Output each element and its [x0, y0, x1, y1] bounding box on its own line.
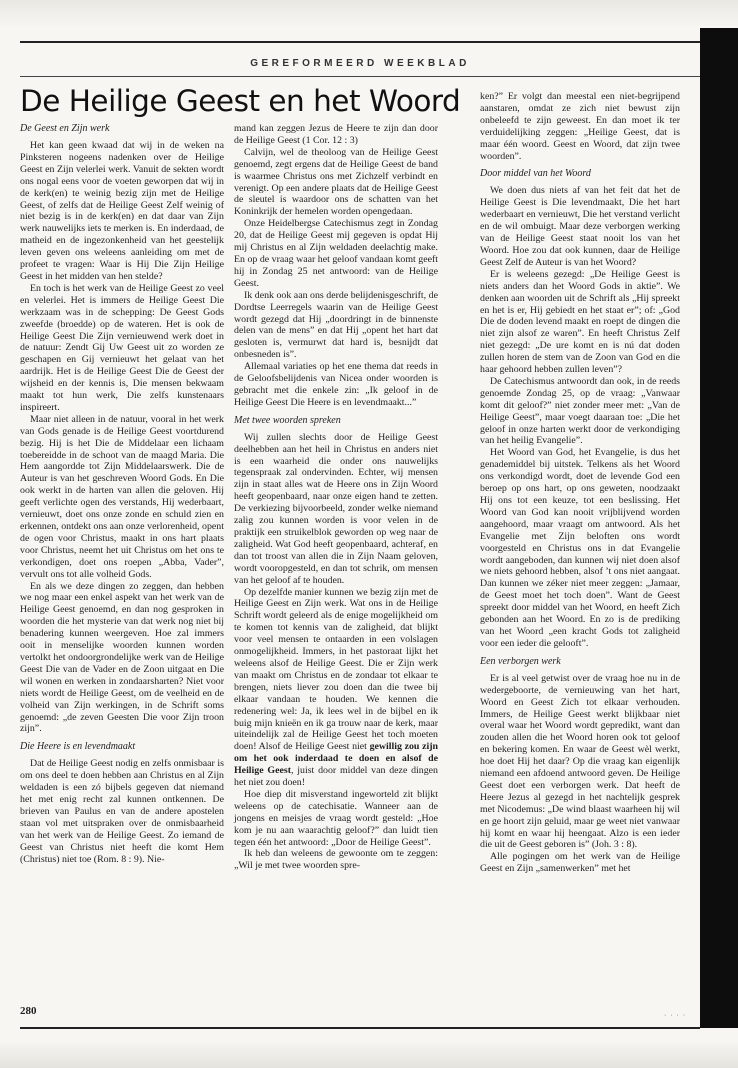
- subheading: De Geest en Zijn werk: [20, 123, 110, 134]
- paragraph: Onze Heidelbergse Catechismus zegt in Zondag 20, dat de Heilige Geest mij gegeven is opdat Hij mij Christus en al Zijn weldaden deelachtig make. En op de vraag waar het geloof vandaan komt geeft hij in Zondag 25 net antwoord: van de Heilige Geest.: [234, 218, 438, 289]
- paragraph: En als we deze dingen zo zeggen, dan hebben we nog maar een enkel aspekt van het werk van de Heilige Geest genoemd, en dan nog gesproken in woorden die het mysterie van dat werk nog niet bij benadering kunnen weergeven. Hoe zal immers ooit in menselijke woorden kunnen worden vertolkt het ondoorgrondelijke werk van de Heilige Geest Die van de Vader en de Zoon uitgaat en Die wil wonen en werken in zondaarsharten? Niet voor niets wordt de Heilige Geest, om de veelheid en de volheid van Zijn werkingen, in de Schrift soms genoemd: „de zeven Geesten Die voor Zijn troon zijn”.: [20, 580, 224, 735]
- paragraph: Ik heb dan weleens de gewoonte om te zeggen: „Wil je met twee woorden spre-: [234, 848, 438, 872]
- subheading: Een verborgen werk: [480, 655, 561, 667]
- paragraph: We doen dus niets af van het feit dat het de Heilige Geest is Die levendmaakt, Die het hart wederbaart en vernieuwt, Die het verstand verlicht en de wil ombuigt. Maar deze verborgen werking van de Heilige Geest staat nooit los van het Woord. Hoe zou dat ook kunnen, daar de Heilige Geest Zelf de Auteur is van het Woord?: [480, 185, 680, 268]
- paragraph: Calvijn, wel de theoloog van de Heilige Geest genoemd, zegt ergens dat de Heilige Geest de band is waarmee Christus ons met Zichzelf verbindt en verenigt. Op een andere plaats dat de Heilige Geest de sleutel is waardoor ons de schatten van het Koninkrijk der hemelen worden opengedaan.: [234, 146, 438, 218]
- paragraph: Maar niet alleen in de natuur, vooral in het werk van Gods genade is de Heilige Geest voortdurend bezig. Hij is het Die de Middelaar een lichaam toebereidde in de schoot van de maagd Maria. Die Hem aangordde tot Zijn Middelaarswerk. Die de Auteur is van het geschreven Woord Gods. En Die ook werkt in de harten van allen die geloven. Hij geeft verlichte ogen des verstands, Hij wederbaart, vernieuwt, doet ons onze zonde en schuld zien en erkennen, ontdekt ons aan onze verlorenheid, opent de ogen voor Christus, maakt in ons hart plaats voor Christus, neemt het uit Christus om het ons te verkondigen, doet ons roepen „Abba, Vader”, vervult ons tot alle volheid Gods.: [20, 413, 224, 580]
- column-1: [20, 123, 224, 865]
- paragraph: Het kan geen kwaad dat wij in de weken na Pinksteren nogeens nadenken over de Heilige Geest en Zijn velerlei werk. Vanuit de sekten wordt ons nogal eens voor de voeten geworpen dat wij in de kerk(en) te weinig bezig zijn met de Heilige Geest, of zelfs dat de Heilige Geest Zelf weinig of niet bezig is in de kerk(en) en dat daar van Zijn werk nauwelijks iets te merken is. En inderdaad, de matheid en de ingezonkenheid van het geestelijk leven geven ons weleens aanleiding om met de profeet te vragen: Waar is Hij Die Zijn Heilige Geest in het midden van hen stelde?: [20, 140, 224, 282]
- subheading: Door middel van het Woord: [480, 168, 591, 180]
- running-head: GEREFORMEERD WEEKBLAD: [250, 58, 470, 69]
- paragraph: Het Woord van God, het Evangelie, is dus het genademiddel bij uitstek. Telkens als het Woord ons verkondigd wordt, doet de levende God een beroep op ons hart, op ons geweten, noodzaakt Hij ons tot een keuze, tot een beslissing. Het Woord van God kan nooit vrijblijvend worden aangehoord, maar vraagt om antwoord. Als het Evangelie met Zijn beloften ons wordt voorgesteld en Christus ons in dat Evangelie wordt aangeboden, dan kunnen wij niet doen alsof we niets gehoord hebben, alsof ’t ons niet aangaat. Dan kunnen we zéker niet meer zeggen: „Jamaar, de Geest moet het toch doen”. Want de Geest spreekt door middel van het Woord, en heeft Zich gebonden aan het Woord. En zo is de prediking van het Woord „een kracht Gods tot zaligheid voor een ieder die gelooft”.: [480, 447, 680, 649]
- paragraph: De Catechismus antwoordt dan ook, in de reeds genoemde Zondag 25, op de vraag: „Vanwaar komt dit geloof?” niet zonder meer met: „Van de Heilige Geest”, maar voegt daaraan toe: „Die het geloof in onze harten werkt door de verkondiging van het heilig Evangelie”.: [480, 375, 680, 447]
- paragraph: Wij zullen slechts door de Heilige Geest deelhebben aan het heil in Christus en anders niet is een waarheid die onder ons nauwelijks tegenspraak zal ondervinden. Echter, wij mensen zijn in staat alles wat de Heere ons in Zijn Woord heeft geopenbaard, naar onze eigen hand te zetten. De verkiezing bijvoorbeeld, zonder welke niemand zalig zou kunnen worden is voor velen in de praktijk een struikelblok geworden op weg naar de zaligheid. Wat God heeft geopenbaard, achteraf, en dan tot troost van allen die in Zijn Naam geloven, wordt vooropgesteld, en dan tot schrik, om mensen van het geloof af te houden.: [234, 431, 438, 586]
- scan-edge-top: [0, 0, 738, 28]
- paragraph-text: Op dezelfde manier kunnen we bezig zijn met de Heilige Geest en Zijn werk. Wat ons in de Heilige Schrift wordt geleerd als de enige mogelijkheid om te komen tot kennis van de zaligheid, dat blijkt voor veel mensen te ontaarden in een volslagen onmogelijkheid. Immers, in het pastoraat lijkt het weleens alsof de Heilige Geest. Die er Zijn werk van maakt om Christus en de zondaar tot elkaar te brengen, niets liever zou doen dan die twee bij elkaar vandaan te houden. We kennen die redenering wel: Ja, ik lees wel in de bijbel en ik buig mijn knieën en ik ga trouw naar de kerk, maar uiteindelijk zal de Heilige Geest het toch moeten doen! Alsof de Heilige Geest niet: [234, 586, 438, 753]
- article-title: De Heilige Geest en het Woord: [20, 84, 461, 118]
- paragraph-text: , juist door middel van deze dingen het niet zou doen!: [234, 765, 438, 789]
- column-2: [234, 123, 438, 872]
- bottom-rule: [20, 1027, 700, 1029]
- column-3: [480, 91, 680, 875]
- subheading: Die Heere is en levendmaakt: [20, 741, 136, 753]
- paragraph: [234, 587, 438, 789]
- scan-edge-bottom: [0, 1040, 738, 1068]
- header-rule: [20, 76, 700, 77]
- top-rule: [20, 41, 700, 43]
- paragraph: En toch is het werk van de Heilige Geest zo veel en velerlei. Het is immers de Heilige Geest Die werkzaam was in de schepping: De Geest Gods zweefde (broedde) op de wateren. Het is ook de Heilige Geest Die Zijn vernieuwend werk doet in de natuur: Zendt Gij Uw Geest uit zo worden ze geschapen en Gij vernieuwt het gelaat van het aardrijk. Het is de Heilige Geest Die de Geest der wijsheid en der kennis is, Die mensen bekwaam maakt tot hun werk, Die zelfs kunstenaars inspireert.: [20, 282, 224, 413]
- paragraph: ken?” Er volgt dan meestal een niet-begrijpend aanstaren, omdat ze zich niet bewust zijn onbeleefd te zijn geweest. En dan moet ik ter verduidelijking zeggen: „Heilige Geest, dat is maar één woord. Geest en Woord, dat zijn twee woorden”.: [480, 91, 680, 162]
- paragraph: Ik denk ook aan ons derde belijdenisgeschrift, de Dordtse Leerregels waarin van de Heilige Geest wordt gezegd dat Hij „doordringt in de binnenste delen van de mens” en dat Hij „opent het hart dat gesloten is, vermurwt dat hard is, besnijdt dat onbesneden is”.: [234, 289, 438, 361]
- subheading: Met twee woorden spreken: [234, 414, 341, 426]
- scan-margin-bar: [700, 28, 738, 1028]
- page-number: 280: [20, 1005, 37, 1017]
- paragraph: Dat de Heilige Geest nodig en zelfs onmisbaar is om ons deel te doen hebben aan Christus en al Zijn weldaden is een zó bijbels gegeven dat niemand het met enig recht zal kunnen ontkennen. De brieven van Paulus en van de andere apostelen staan vol met uitspraken over de onmisbaarheid van het werk van de Heilige Geest. Zo iemand de Geest van Christus niet heeft die komt Hem (Christus) niet toe (Rom. 8 : 9). Nie-: [20, 758, 224, 865]
- bold-phrase: gewillig zou zijn om het ook inderdaad te doen en alsof de Heilige Geest: [234, 741, 438, 777]
- paragraph: Hoe diep dit misverstand ingeworteld zit blijkt weleens op de catechisatie. Wanneer aan de jongens en meisjes de vraag wordt gesteld: „Hoe kom je nu aan waarachtig geloof?” dan luidt tien tegen één het antwoord: „Door de Heilige Geest”.: [234, 788, 438, 848]
- paragraph: Allemaal variaties op het ene thema dat reeds in de Geloofsbelijdenis van Nicea onder woorden is gebracht met die enkele zin: „Ik geloof in de Heilige Geest Die Heere is en levendmaakt...”: [234, 361, 438, 408]
- paragraph: Alle pogingen om het werk van de Heilige Geest en Zijn „samenwerken” met het: [480, 851, 680, 875]
- paragraph: Er is weleens gezegd: „De Heilige Geest is niets anders dan het Woord Gods in aktie”. We denken aan woorden uit de Schrift als „Hij spreekt en het is er, Hij gebiedt en het staat er”; of: „God Die de doden levend maakt en roept de dingen die niet zijn alsof ze waren”. En heeft Christus Zelf niet gezegd: „De ure komt en is nú dat doden zullen horen de stem van de Zoon van God en die haar gehoord hebben zullen leven”?: [480, 268, 680, 376]
- paragraph: mand kan zeggen Jezus de Heere te zijn dan door de Heilige Geest (1 Cor. 12 : 3): [234, 123, 438, 146]
- paragraph: Er is al veel getwist over de vraag hoe nu in de wedergeboorte, de vernieuwing van het hart, Woord en Geest Zich tot elkaar verhouden. Immers, de Heilige Geest werkt blijkbaar niet overal waar het Woord wordt gepredikt, want dan zouden allen die het Woord horen ook tot geloof en bekering komen. En waar de Geest wèl werkt, hoe doet Hij het daar? Op die vraag kan eigenlijk niemand een afdoend antwoord geven. De Heilige Geest doet een verborgen werk. Dat heeft de Heere Jezus al gezegd in het nachtelijk gesprek met Nicodemus: „De wind blaast waarheen hij wil en ge hoort zijn geluid, maar ge weet niet vanwaar hij komt en waar hij heengaat. Alzo is een ieder die uit de Geest geboren is” (Joh. 3 : 8).: [480, 672, 680, 851]
- page-marks: · · · ·: [664, 1012, 687, 1019]
